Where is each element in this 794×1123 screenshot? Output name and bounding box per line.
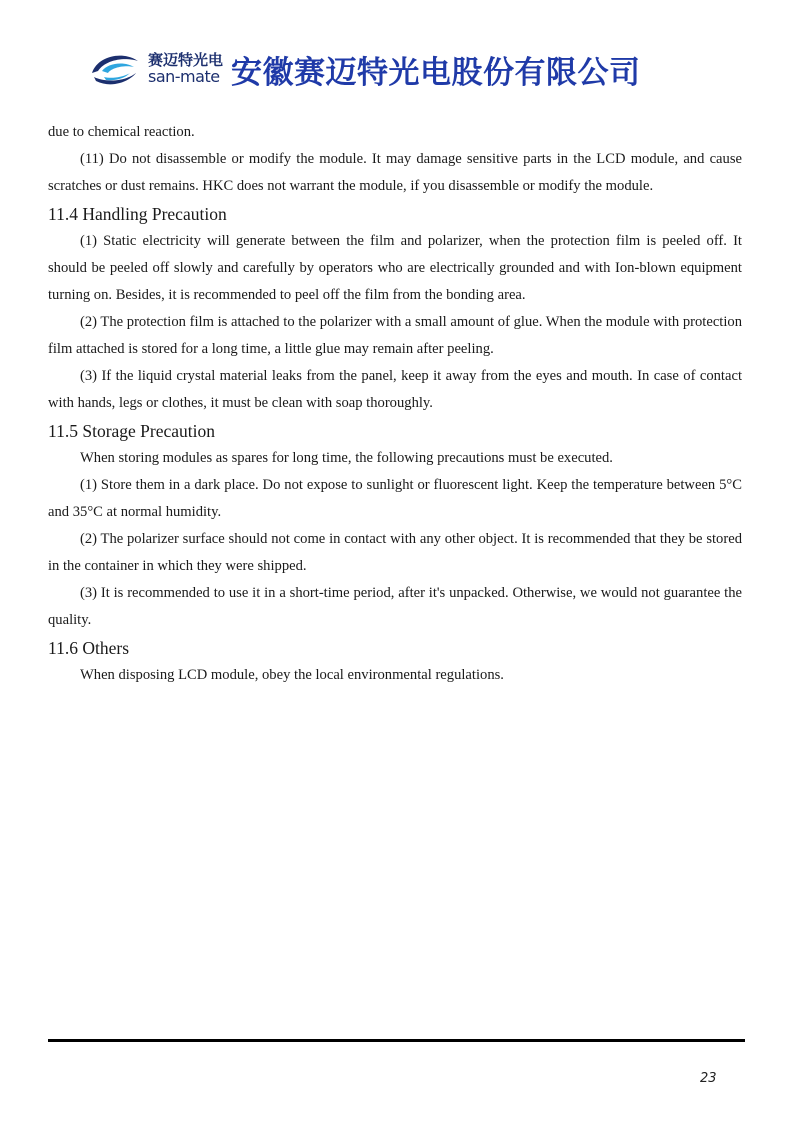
paragraph-item-11: (11) Do not disassemble or modify the module. It may damage sensitive parts in the LCD module, and cause scratches or dust remains. HKC does not warrant the module, if you disassemble or modify the module. [48, 151, 742, 194]
page-header [88, 44, 708, 94]
paragraph-storage-intro: When storing modules as spares for long time, the following precautions must be executed. [80, 450, 613, 466]
footer-divider [48, 1039, 745, 1042]
page-number: 23 [700, 1071, 717, 1086]
paragraph-storage-2: (2) The polarizer surface should not come in contact with any other object. It is recommended that they be stored in the container in which they were shipped. [48, 531, 742, 574]
san-mate-logo-icon [88, 47, 144, 91]
paragraph-storage-3: (3) It is recommended to use it in a short-time period, after it's unpacked. Otherwise, we would not guarantee the quality. [48, 585, 742, 628]
section-heading-11-6: 11.6 Others [48, 638, 130, 658]
section-heading-11-5: 11.5 Storage Precaution [48, 421, 216, 441]
logo-english-name: san-mate [148, 67, 220, 86]
paragraph-storage-1: (1) Store them in a dark place. Do not expose to sunlight or fluorescent light. Keep the temperature between 5°C and 35°C at normal humidity. [48, 477, 742, 520]
logo-wordmark [148, 53, 223, 85]
paragraph-handling-3: (3) If the liquid crystal material leaks from the panel, keep it away from the eyes and mouth. In case of contact with hands, legs or clothes, it must be clean with soap thoroughly. [48, 368, 742, 411]
logo-chinese-name: 赛迈特光电 [148, 51, 224, 69]
paragraph-handling-2: (2) The protection film is attached to the polarizer with a small amount of glue. When the module with protection film attached is stored for a long time, a little glue may remain after peeling. [48, 314, 742, 357]
section-heading-11-4: 11.4 Handling Precaution [48, 204, 227, 224]
paragraph-handling-1: (1) Static electricity will generate between the film and polarizer, when the protection film is peeled off. It should be peeled off slowly and carefully by operators who are electrically grounded and with Ion-blown equipment turning on. Besides, it is recommended to peel off the film from the bonding area. [48, 233, 742, 303]
company-name: 安徽赛迈特光电股份有限公司 [231, 54, 641, 91]
paragraph-continuation: due to chemical reaction. [48, 124, 195, 140]
paragraph-others: When disposing LCD module, obey the local environmental regulations. [80, 667, 504, 683]
document-body [48, 119, 742, 689]
